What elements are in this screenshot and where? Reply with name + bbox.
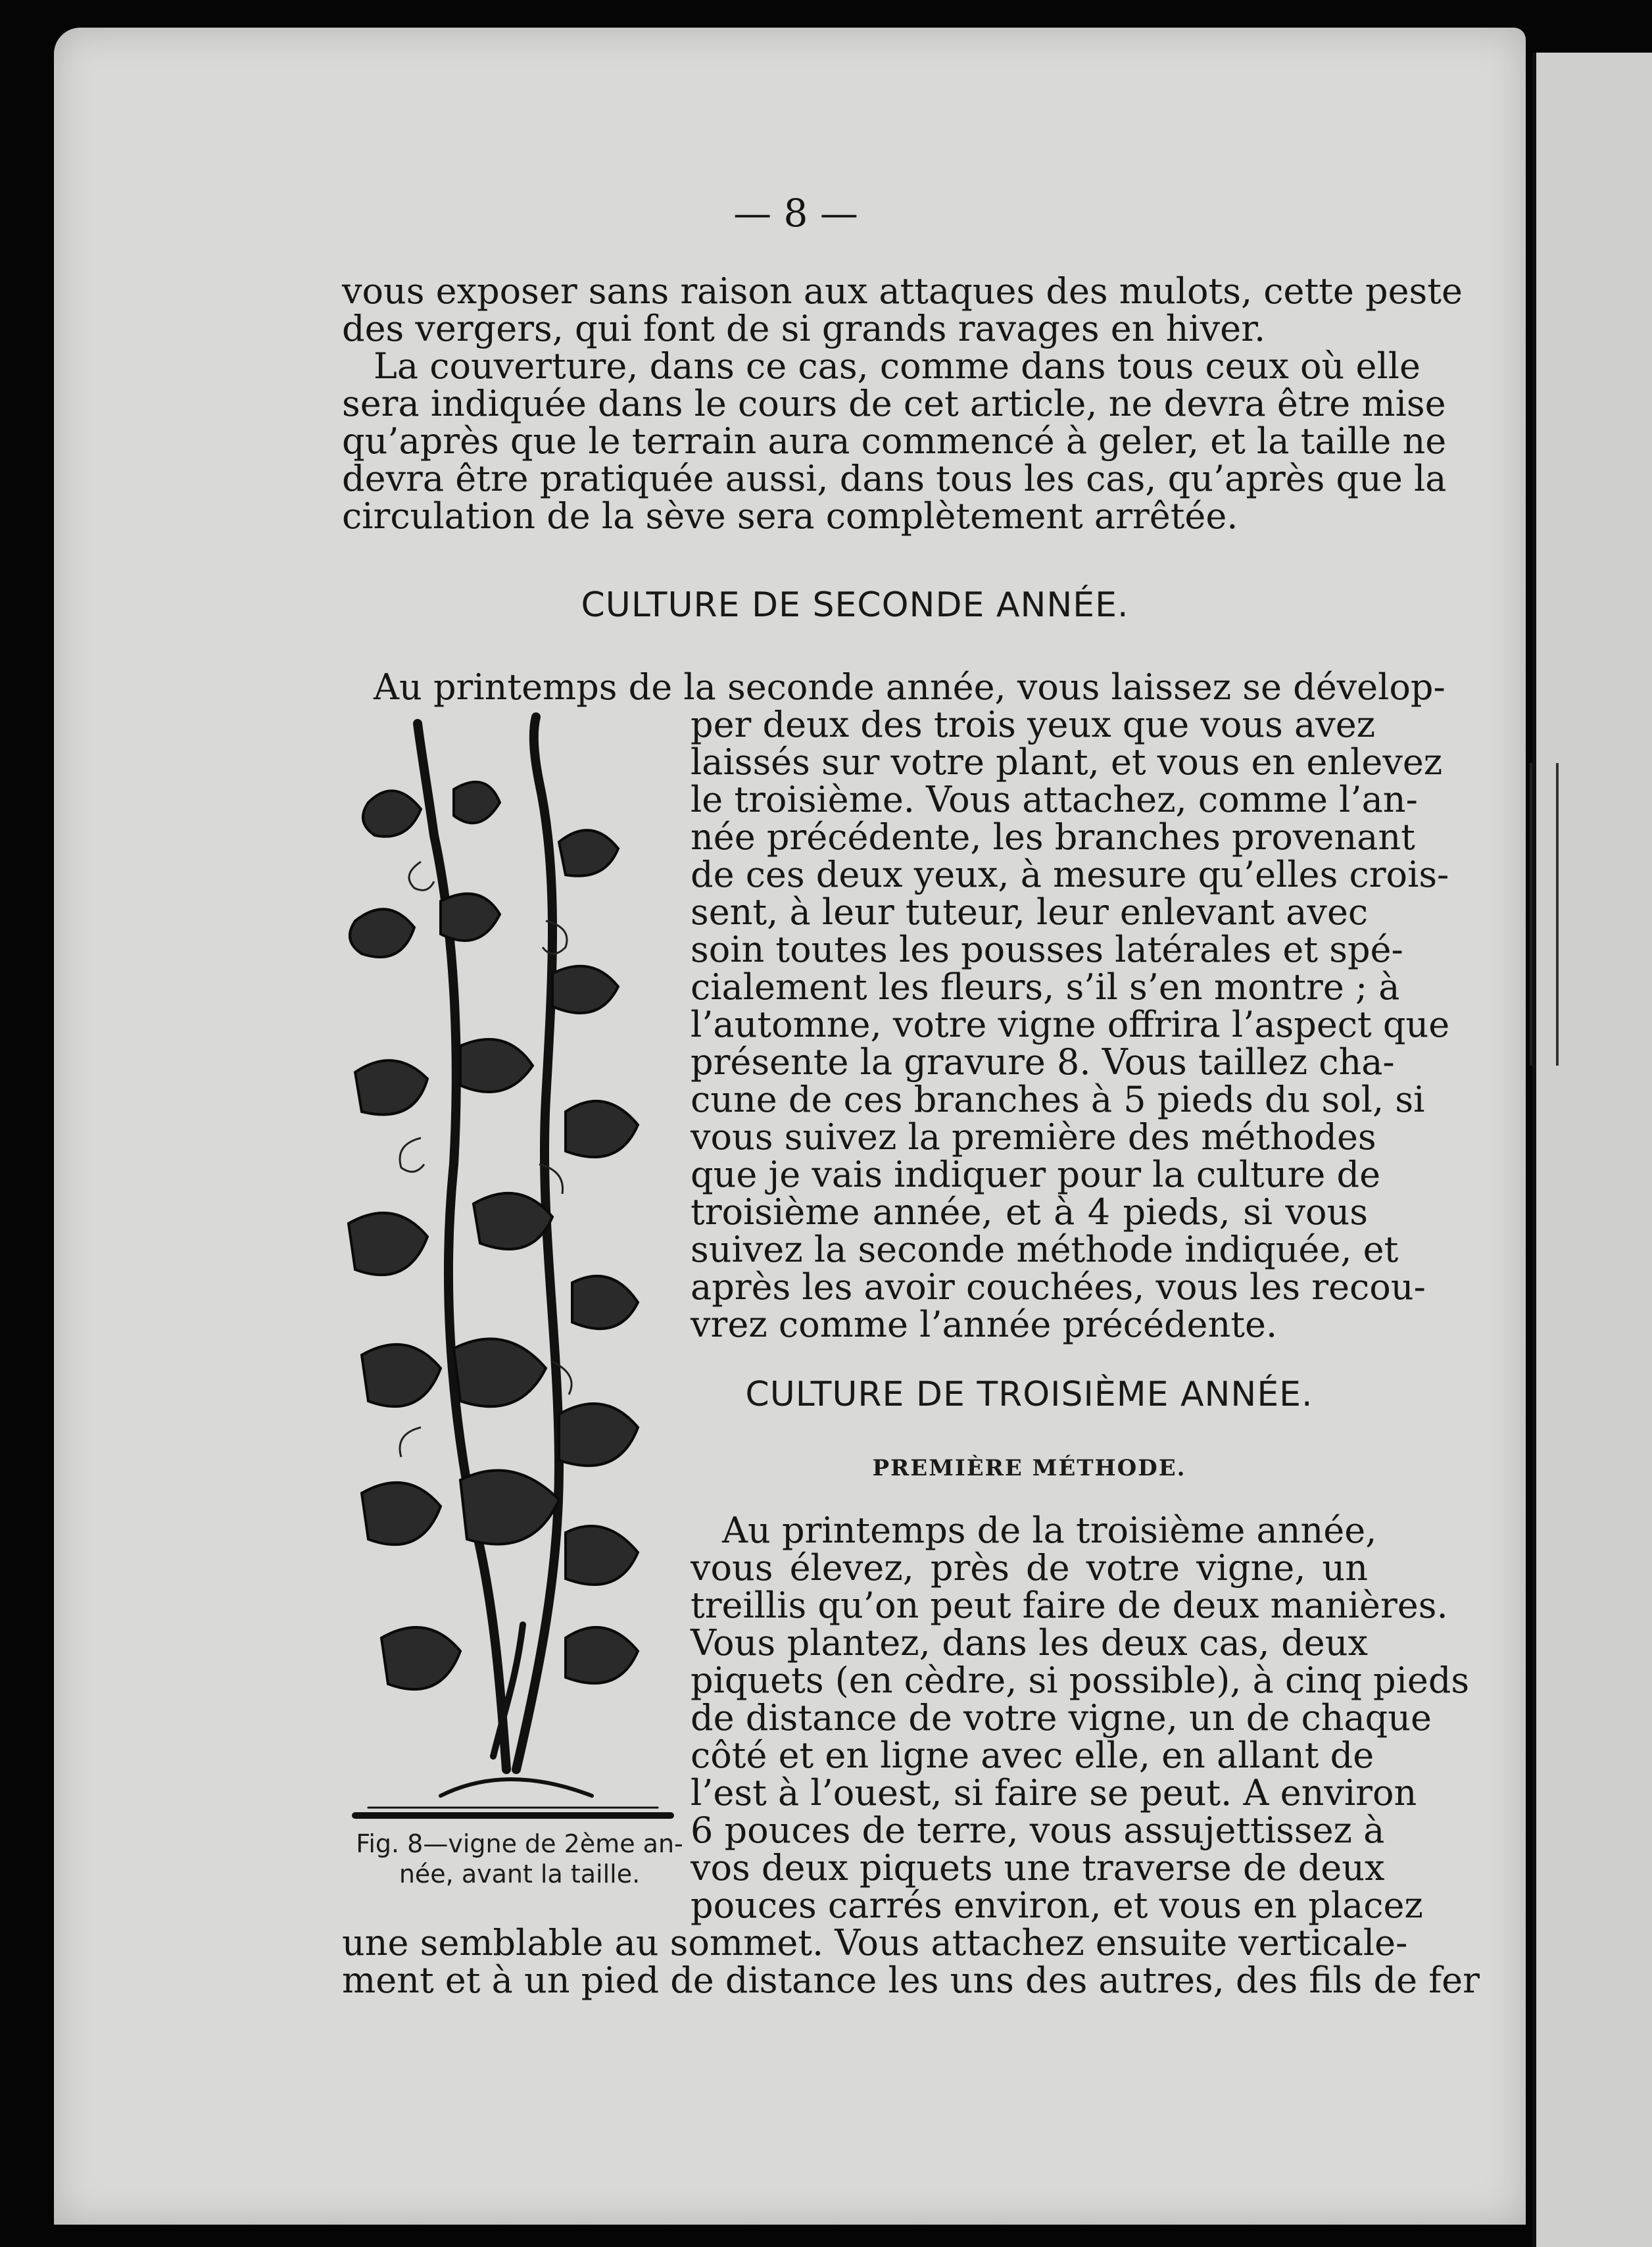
text-line: cune de ces branches à 5 pieds du sol, si xyxy=(691,1079,1425,1120)
second-year-opening-line xyxy=(342,666,1446,708)
page-binding xyxy=(1530,763,1559,1066)
text-line: l’automne, votre vigne offrira l’aspect que xyxy=(691,1004,1450,1045)
text-line: piquets (en cèdre, si possible), à cinq pieds xyxy=(691,1660,1470,1701)
text-line: suivez la seconde méthode indiquée, et xyxy=(691,1229,1399,1270)
text-line: pouces carrés environ, et vous en placez xyxy=(691,1885,1423,1926)
text-line: qu’après que le terrain aura commencé à geler, et la taille ne xyxy=(342,420,1447,462)
text-line: treillis qu’on peut faire de deux manières. xyxy=(691,1585,1448,1626)
caption-line: Fig. 8—vigne de 2ème an- xyxy=(356,1829,683,1858)
text-line: troisième année, et à 4 pieds, si vous xyxy=(691,1191,1368,1233)
second-year-paragraph xyxy=(691,704,1450,1345)
text-line: de ces deux yeux, à mesure qu’elles crois- xyxy=(691,854,1449,895)
text-line: soin toutes les pousses latérales et spé- xyxy=(691,929,1403,970)
text-line: après les avoir couchées, vous les recou- xyxy=(691,1266,1426,1308)
text-line: le troisième. Vous attachez, comme l’an- xyxy=(691,779,1418,820)
text-line: La couverture, dans ce cas, comme dans tous ceux où elle xyxy=(374,345,1421,387)
text-line: vous élevez, près de votre vigne, un xyxy=(691,1547,1368,1589)
text-line: vous suivez la première des méthodes xyxy=(691,1116,1376,1158)
text-line: vos deux piquets une traverse de deux xyxy=(691,1847,1385,1889)
text-line: Au printemps de la troisième année, xyxy=(722,1510,1377,1551)
subsection-heading: PREMIÈRE MÉTHODE. xyxy=(872,1455,1186,1481)
third-year-paragraph xyxy=(691,1510,1470,1926)
text-line: per deux des trois yeux que vous avez xyxy=(691,704,1376,745)
text-line: côté et en ligne avec elle, en allant de xyxy=(691,1735,1374,1776)
text-line: l’est à l’ouest, si faire se peut. A environ xyxy=(691,1772,1417,1814)
figure-caption xyxy=(342,1829,697,1889)
text-line: Vous plantez, dans les deux cas, deux xyxy=(691,1622,1368,1664)
text-line: présente la gravure 8. Vous taillez cha- xyxy=(691,1041,1395,1083)
text-line: Au printemps de la seconde année, vous laissez se dévelop- xyxy=(374,666,1446,708)
text-line: cialement les fleurs, s’il s’en montre ; à xyxy=(691,966,1400,1008)
intro-paragraphs xyxy=(342,270,1463,537)
text-line: vous exposer sans raison aux attaques des mulots, cette peste xyxy=(342,270,1463,312)
text-line: de distance de votre vigne, un de chaque xyxy=(691,1697,1432,1739)
text-line: circulation de la sève sera complètement arrêtée. xyxy=(342,495,1238,537)
text-line: ment et à un pied de distance les uns des autres, des fils de fer xyxy=(342,1960,1480,2001)
text-line: sera indiquée dans le cours de cet article, ne devra être mise xyxy=(342,383,1446,424)
text-line: née précédente, les branches provenant xyxy=(691,816,1415,858)
text-line: une semblable au sommet. Vous attachez ensuite verticale- xyxy=(342,1922,1408,1963)
text-line: des vergers, qui font de si grands ravages en hiver. xyxy=(342,308,1266,349)
section-heading: CULTURE DE SECONDE ANNÉE. xyxy=(581,585,1129,625)
adjacent-page-edge xyxy=(1532,53,1652,2247)
section-heading: CULTURE DE TROISIÈME ANNÉE. xyxy=(745,1375,1313,1414)
grapevine-illustration xyxy=(342,704,684,1822)
page-number: — 8 — xyxy=(733,191,858,235)
caption-line: née, avant la taille. xyxy=(399,1860,641,1889)
text-line: que je vais indiquer pour la culture de xyxy=(691,1154,1381,1195)
text-line: laissés sur votre plant, et vous en enlevez xyxy=(691,741,1443,783)
text-line: 6 pouces de terre, vous assujettissez à xyxy=(691,1810,1385,1851)
text-line: vrez comme l’année précédente. xyxy=(691,1304,1278,1345)
text-line: devra être pratiquée aussi, dans tous les cas, qu’après que la xyxy=(342,458,1447,499)
closing-lines xyxy=(342,1922,1480,2001)
text-line: sent, à leur tuteur, leur enlevant avec xyxy=(691,891,1369,933)
